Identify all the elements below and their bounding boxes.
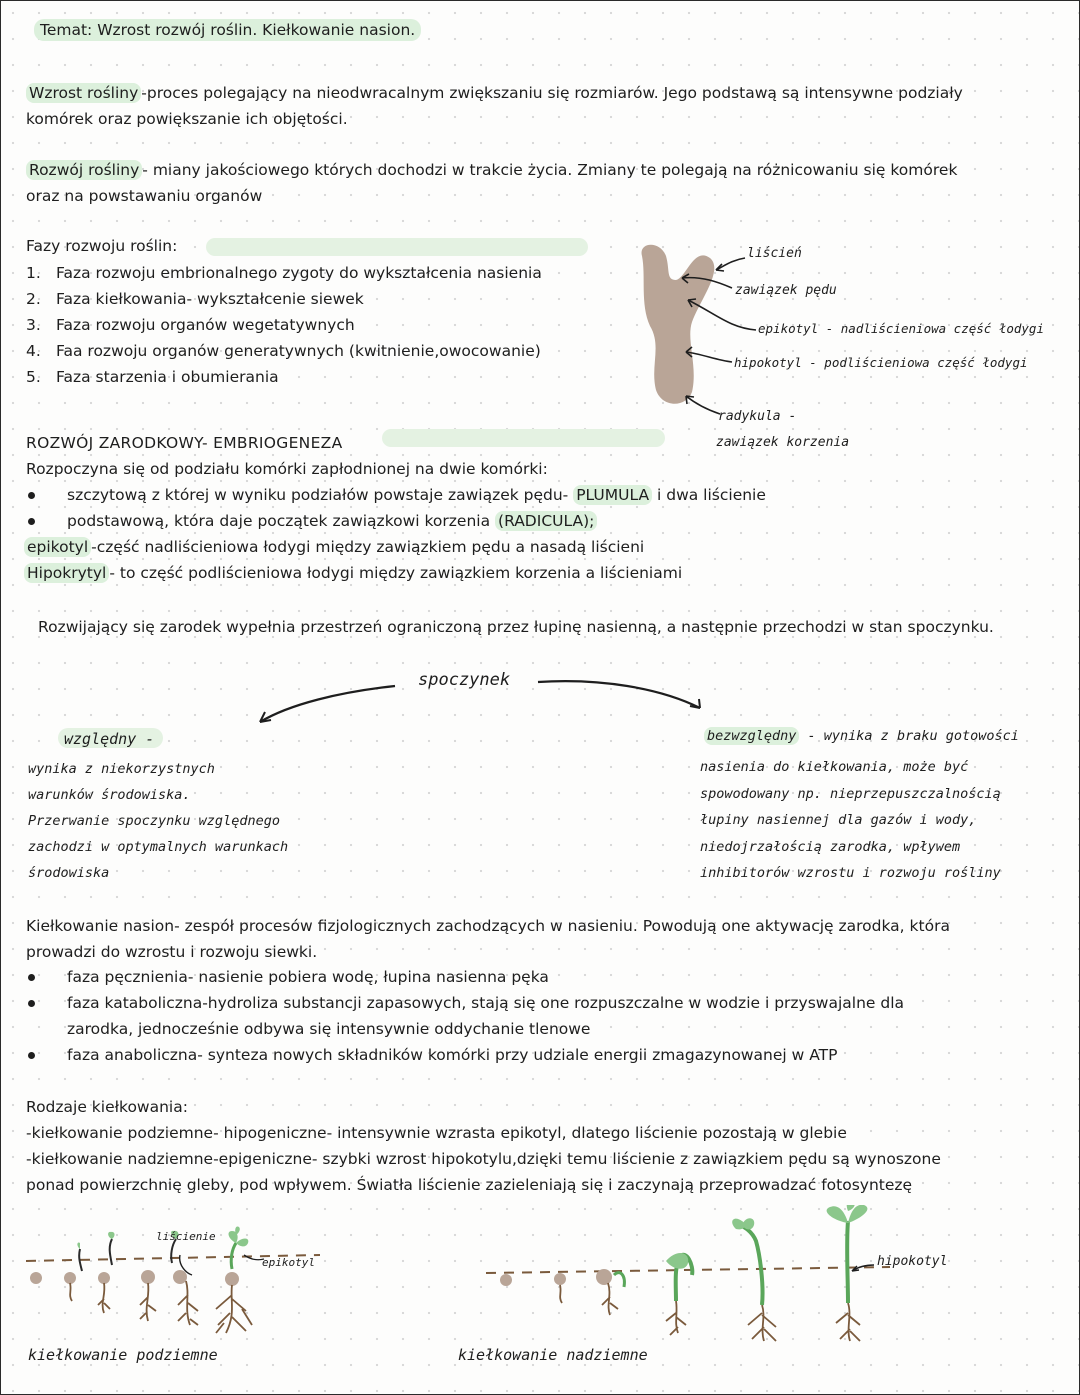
type-epigeal-cont: ponad powierzchnię gleby, pod wpływem. Światła liścienie zazieleniają się i zaczynają przeprowadzać fotosyntezę bbox=[26, 1176, 913, 1194]
epikotyl-definition: epikotyl -część nadliścieniowa łodygi między zawiązkiem pędu a nasadą liścieni bbox=[24, 538, 644, 556]
development-term: Rozwój rośliny bbox=[26, 160, 142, 180]
list-item: 1. Faza rozwoju embrionalnego zygoty do wykształcenia nasienia bbox=[26, 264, 542, 282]
germination-phase-3: faza anaboliczna- synteza nowych składników komórki przy udziale energii zmagazynowanej w ATP bbox=[67, 1046, 838, 1064]
development-definition-line2: oraz na powstawaniu organów bbox=[26, 187, 263, 205]
growth-definition-line2: komórek oraz powiększanie ich objętości. bbox=[26, 110, 348, 128]
growth-definition: Wzrost rośliny -proces polegający na nieodwracalnym zwiększaniu się rozmiarów. Jego podstawą są intensywne podziały bbox=[26, 84, 963, 102]
list-item: 2. Faza kiełkowania- wykształcenie siewek bbox=[26, 290, 364, 308]
list-item: 4. Faa rozwoju organów generatywnych (kwitnienie,owocowanie) bbox=[26, 342, 541, 360]
embryo-intro: Rozpoczyna się od podziału komórki zapłodnionej na dwie komórki: bbox=[26, 460, 548, 478]
bullet bbox=[28, 1052, 35, 1059]
bullet bbox=[28, 518, 35, 525]
absolute-dormancy-title: bezwzględny - wynika z braku gotowości bbox=[704, 728, 1019, 744]
embryo-heading: ROZWÓJ ZARODKOWY- EMBRIOGENEZA bbox=[26, 434, 343, 452]
germination-phase-1: faza pęcznienia- nasienie pobiera wodę, łupina nasienna pęka bbox=[67, 968, 549, 986]
label-hipokotyl: hipokotyl - podliścieniowa część łodygi bbox=[734, 355, 1028, 370]
dormancy-arrows bbox=[240, 670, 720, 730]
dormancy-title: spoczynek bbox=[418, 670, 511, 690]
embryo-diagram bbox=[620, 236, 1050, 458]
type-epigeal: -kiełkowanie nadziemne-epigeniczne- szybki wzrost hipokotylu,dzięki temu liścienie z zawiązkiem pędu są wynoszone bbox=[26, 1150, 941, 1168]
development-definition: Rozwój rośliny - miany jakościowego których dochodzi w trakcie życia. Zmiany te polegają na różnicowaniu się komórek bbox=[26, 161, 957, 179]
label-radykula: radykula - bbox=[718, 409, 797, 424]
germination-phase-2: faza kataboliczna-hydroliza substancji zapasowych, stają się one rozpuszczalne w wodzie i przyswajalne dla bbox=[67, 994, 905, 1012]
label-zawiazek-pedu: zawiązek pędu bbox=[735, 283, 837, 298]
types-heading: Rodzaje kiełkowania: bbox=[26, 1098, 188, 1116]
page-title: Temat: Wzrost rozwój roślin. Kiełkowanie nasion. bbox=[34, 21, 421, 39]
absolute-dormancy-text: nasienia do kiełkowania, może być spowodowany np. nieprzepuszczalnością łupiny nasiennej dla gazów i wody, niedojrzałością zarodka, wpływem inhibitorów wzrostu i rozwoju rośliny bbox=[700, 759, 1001, 881]
hypogeal-germination-diagram bbox=[20, 1225, 320, 1345]
label-liscien: liścień bbox=[747, 246, 802, 261]
caption-epigeal: kiełkowanie nadziemne bbox=[458, 1346, 648, 1364]
germination-phase-2-cont: zarodka, jednocześnie odbywa się intensywnie oddychanie tlenowe bbox=[67, 1020, 591, 1038]
hipokotyl-definition: Hipokrytyl - to część podliścieniowa łodygi między zawiązkiem korzenia a liścieniami bbox=[24, 564, 682, 582]
bullet bbox=[28, 974, 35, 981]
epigeal-germination-diagram bbox=[480, 1205, 900, 1350]
list-item: 5. Faza starzenia i obumierania bbox=[26, 368, 279, 386]
label-epikotyl: epikotyl - nadliścieniowa część łodygi bbox=[758, 321, 1044, 336]
label-epikotyl-bottom: epikotyl bbox=[262, 1256, 315, 1269]
relative-dormancy-title: względny - bbox=[64, 730, 155, 748]
embryo-bullet-2: podstawową, która daje początek zawiązkowi korzenia (RADICULA); bbox=[67, 512, 597, 530]
relative-dormancy-text: wynika z niekorzystnych warunków środowiska. Przerwanie spoczynku względnego zachodzi w optymalnych warunkach środowiska bbox=[28, 761, 289, 881]
label-zawiazek-korzenia: zawiązek korzenia bbox=[716, 435, 850, 450]
highlight-bar bbox=[382, 429, 665, 447]
bullet bbox=[28, 1000, 35, 1007]
label-hipokotyl-bottom: hipokotyl bbox=[877, 1254, 948, 1269]
embryo-bullet-1: szczytową z której w wyniku podziałów powstaje zawiązek pędu- PLUMULA i dwa liścienie bbox=[67, 486, 766, 504]
germination-definition: Kiełkowanie nasion- zespół procesów fizjologicznych zachodzących w nasieniu. Powodują one aktywację zarodka, która bbox=[26, 917, 950, 935]
germination-definition-line2: prowadzi do wzrostu i rozwoju siewki. bbox=[26, 943, 318, 961]
type-hypogeal: -kiełkowanie podziemne- hipogeniczne- intensywnie wzrasta epikotyl, dlatego liścienie pozostają w glebie bbox=[26, 1124, 847, 1142]
phases-heading: Fazy rozwoju roślin: bbox=[26, 237, 178, 255]
list-item: 3. Faza rozwoju organów wegetatywnych bbox=[26, 316, 355, 334]
highlight-bar bbox=[206, 238, 588, 256]
growth-term: Wzrost rośliny bbox=[26, 83, 141, 103]
label-liscienie: liścienie bbox=[156, 1230, 216, 1243]
bullet bbox=[28, 492, 35, 499]
caption-hypogeal: kiełkowanie podziemne bbox=[28, 1346, 218, 1364]
embryo-shape bbox=[642, 245, 715, 404]
embryo-dormancy-sentence: Rozwijający się zarodek wypełnia przestrzeń ograniczoną przez łupinę nasienną, a następnie przechodzi w stan spoczynku. bbox=[38, 618, 994, 636]
